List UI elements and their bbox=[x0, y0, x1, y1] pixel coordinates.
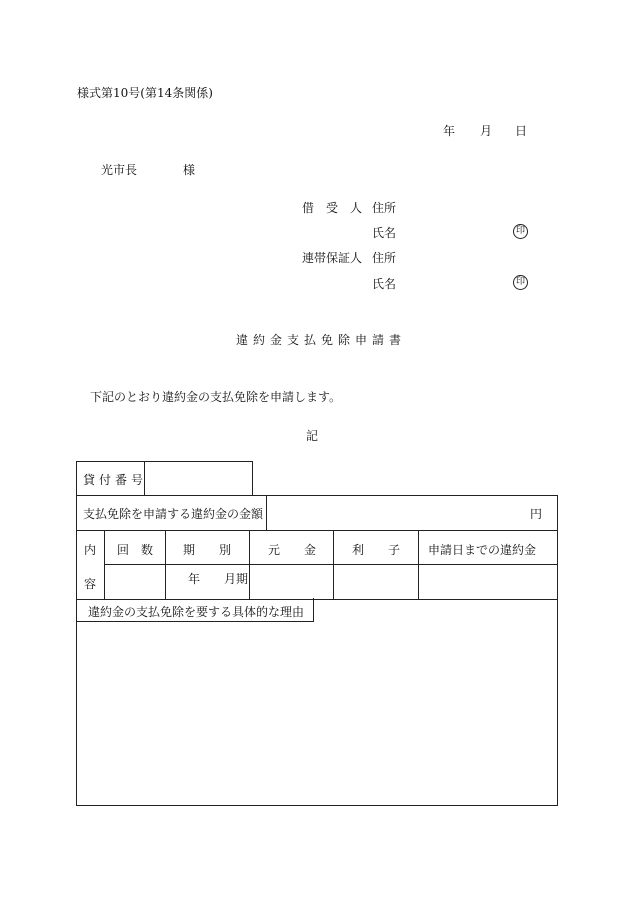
borrower-address-label: 住所 bbox=[372, 201, 397, 215]
loan-number-label: 貸付番号 bbox=[83, 473, 148, 487]
borrower-name-label: 氏名 bbox=[372, 226, 397, 240]
col-divider-4 bbox=[418, 530, 419, 599]
col-divider-1 bbox=[165, 530, 166, 599]
date-month: 月 bbox=[480, 124, 493, 138]
header-interest: 利 子 bbox=[352, 543, 401, 557]
amount-unit: 円 bbox=[530, 507, 543, 521]
amount-row-bottom bbox=[76, 530, 558, 531]
col-divider-3 bbox=[333, 530, 334, 599]
date-day: 日 bbox=[515, 124, 528, 138]
borrower-seal-icon: 印 bbox=[513, 224, 528, 239]
content-header-bottom bbox=[104, 564, 558, 565]
content-label-2: 容 bbox=[84, 577, 97, 591]
ki-label: 記 bbox=[306, 429, 319, 443]
header-count: 回 数 bbox=[117, 543, 154, 557]
guarantor-address-label: 住所 bbox=[372, 251, 397, 265]
document-title: 違約金支払免除申請書 bbox=[236, 333, 407, 347]
addressee-name: 光市長 bbox=[101, 163, 138, 177]
guarantor-seal-icon: 印 bbox=[513, 275, 528, 290]
addressee-honorific: 様 bbox=[183, 163, 196, 177]
col-divider-2 bbox=[249, 530, 250, 599]
form-number: 様式第10号(第14条関係) bbox=[77, 86, 213, 100]
amount-label: 支払免除を申請する違約金の金額 bbox=[83, 507, 264, 521]
amount-divider bbox=[266, 495, 267, 530]
content-label-1: 内 bbox=[84, 543, 97, 557]
reason-label: 違約金の支払免除を要する具体的な理由 bbox=[88, 605, 305, 619]
body-text: 下記のとおり違約金の支払免除を申請します。 bbox=[90, 390, 342, 404]
date-year: 年 bbox=[443, 124, 456, 138]
header-penalty: 申請日までの違約金 bbox=[428, 543, 537, 557]
guarantor-role: 連帯保証人 bbox=[302, 251, 363, 265]
header-period: 期 別 bbox=[183, 543, 232, 557]
guarantor-name-label: 氏名 bbox=[372, 277, 397, 291]
header-principal: 元 金 bbox=[268, 543, 317, 557]
period-value: 年 月期 bbox=[188, 572, 249, 586]
borrower-role: 借 受 人 bbox=[302, 201, 363, 215]
